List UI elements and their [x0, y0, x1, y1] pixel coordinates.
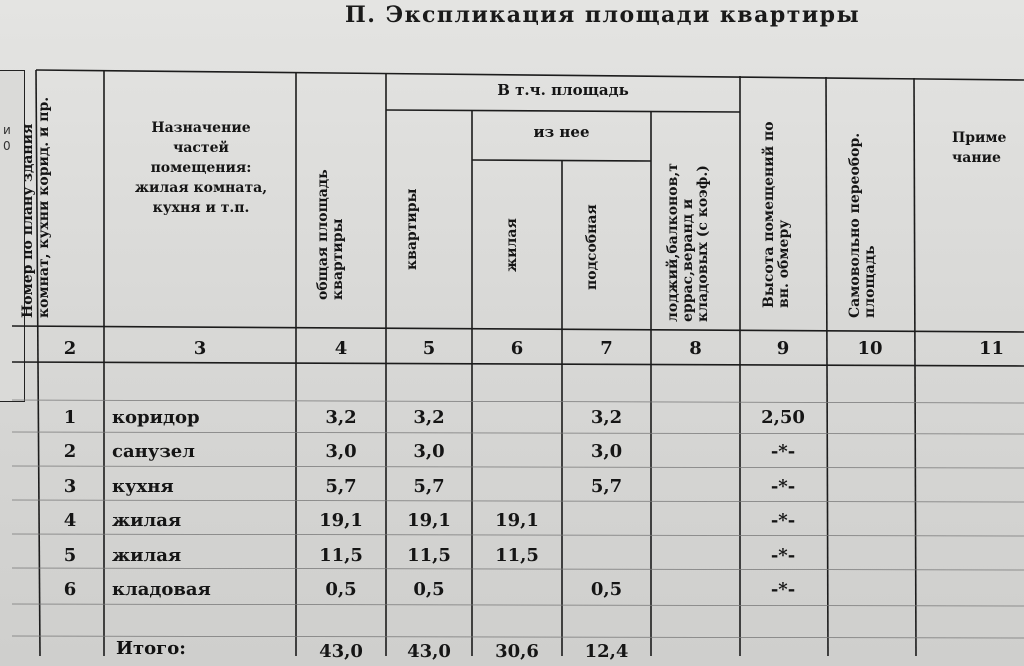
column-number: 10: [857, 337, 883, 359]
room-height: -*-: [770, 544, 796, 566]
auxiliary-area: [562, 538, 651, 573]
header-line: Назначение: [151, 120, 251, 136]
column-number: 3: [193, 337, 207, 359]
header-line: помещения:: [150, 160, 252, 176]
row-number: 5: [63, 544, 77, 566]
room-purpose: жилая: [112, 544, 182, 566]
row-number: 6: [63, 579, 77, 601]
total-area: 3,2: [325, 406, 357, 428]
header-room-purpose: [106, 118, 296, 218]
header-line: площадь: [862, 245, 878, 318]
total-area: 3,0: [325, 441, 357, 463]
header-apartment-area: квартиры: [404, 188, 420, 270]
auxiliary-area: 0,5: [590, 579, 623, 601]
header-line: еррас,веранд и: [680, 198, 696, 322]
header-notes: [952, 128, 1024, 168]
header-total-area: [316, 100, 346, 300]
left-mark: 0: [3, 139, 11, 153]
column-number: 11: [978, 337, 1004, 359]
row-number: 4: [63, 510, 77, 532]
header-line: вн. обмеру: [776, 219, 792, 308]
column-number: 6: [510, 337, 524, 359]
header-line: лоджий,балконов,т: [665, 163, 681, 322]
header-line: жилая комната,: [134, 180, 268, 196]
apartment-area: 11,5: [407, 544, 451, 566]
totals-total-area: 43,0: [319, 640, 363, 662]
header-line: Самовольно переобор.: [847, 132, 863, 318]
header-line: общая площадь: [315, 169, 331, 300]
apartment-area: 19,1: [407, 510, 451, 532]
column-number: 9: [776, 337, 790, 359]
header-auxiliary-area: подсобная: [584, 204, 600, 290]
header-line: квартиры: [330, 218, 346, 300]
row-number: 3: [63, 475, 77, 497]
room-purpose: кладовая: [112, 579, 211, 601]
header-line: чание: [952, 150, 1001, 166]
totals-auxiliary-area: 12,4: [584, 640, 629, 662]
apartment-area: 5,7: [413, 475, 445, 497]
column-number: 8: [689, 337, 702, 359]
living-area: [472, 435, 562, 470]
room-purpose: кухня: [112, 475, 174, 497]
room-height: -*-: [770, 441, 796, 463]
header-room-number: Номер по плану здания комнат, кухни корид. и пр.: [20, 96, 52, 318]
row-number: 1: [63, 406, 77, 428]
header-line: частей: [173, 140, 229, 156]
room-height: 2,50: [761, 406, 805, 428]
totals-label: Итого:: [116, 638, 186, 659]
column-number: 7: [600, 337, 613, 359]
living-area: [472, 400, 562, 435]
living-area: [472, 573, 562, 608]
column-number: 4: [334, 337, 348, 359]
column-number: 5: [422, 337, 436, 359]
apartment-area: 0,5: [413, 579, 445, 601]
row-number: 2: [63, 441, 77, 463]
column-number: 2: [63, 337, 77, 359]
left-mark: и: [3, 123, 11, 137]
header-living-area: жилая: [504, 218, 520, 272]
header-unauthorized-area: [848, 98, 878, 318]
header-line: кладовых (с коэф.): [695, 165, 711, 322]
total-area: 19,1: [319, 510, 363, 532]
header-including-area: В т.ч. площадь: [497, 81, 629, 99]
room-height: -*-: [770, 579, 796, 601]
header-line: кухня и т.п.: [152, 200, 250, 216]
header-room-height: [762, 98, 792, 308]
apartment-area: 3,2: [413, 406, 445, 428]
document-title: П. Экспликация площади квартиры: [345, 2, 861, 28]
header-line: Высота помещений по: [761, 121, 777, 308]
header-of-which: из нее: [533, 123, 590, 141]
auxiliary-area: 5,7: [590, 475, 623, 497]
header-line: Приме: [952, 130, 1007, 146]
room-height: -*-: [770, 475, 796, 497]
room-purpose: жилая: [112, 510, 182, 532]
auxiliary-area: [562, 504, 651, 539]
room-purpose: коридор: [112, 406, 200, 428]
total-area: 11,5: [319, 544, 363, 566]
room-purpose: санузел: [112, 441, 195, 463]
living-area: 19,1: [495, 510, 539, 532]
total-area: 0,5: [325, 579, 357, 601]
auxiliary-area: 3,2: [590, 406, 623, 428]
living-area: [472, 469, 562, 504]
header-loggias-balconies: [666, 112, 711, 322]
totals-living-area: 30,6: [495, 640, 539, 662]
totals-apartment-area: 43,0: [407, 640, 451, 662]
apartment-area: 3,0: [413, 441, 445, 463]
auxiliary-area: 3,0: [590, 441, 623, 463]
living-area: 11,5: [495, 544, 539, 566]
room-height: -*-: [770, 510, 796, 532]
total-area: 5,7: [325, 475, 357, 497]
